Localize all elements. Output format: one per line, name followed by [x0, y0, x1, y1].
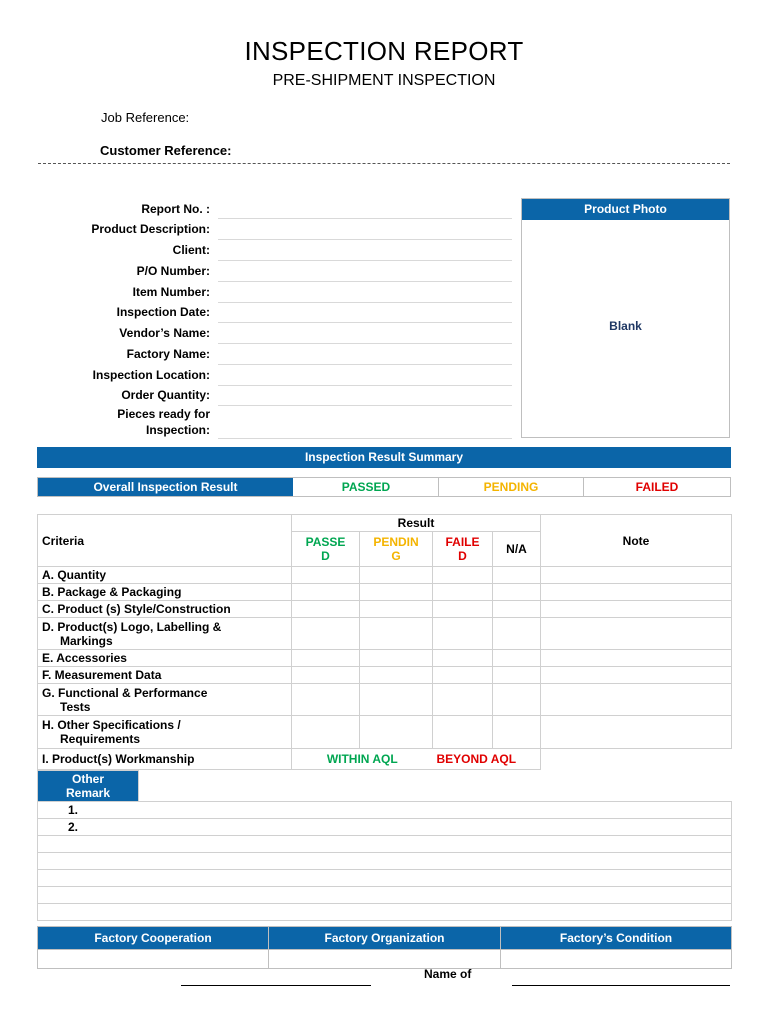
result-cell[interactable]: [360, 618, 433, 650]
result-cell[interactable]: [292, 601, 360, 618]
result-cell[interactable]: [493, 601, 541, 618]
factory-assessment-header-row: [38, 927, 732, 950]
factory-organization-header: Factory Organization: [269, 927, 501, 950]
item-number-label: Item Number:: [132, 285, 210, 299]
remark-line[interactable]: [38, 887, 732, 904]
product-description-label: Product Description:: [91, 222, 210, 236]
note-cell[interactable]: [541, 618, 732, 650]
factory-assessment-value-row: [38, 950, 732, 969]
report-no-label: Report No. :: [141, 202, 210, 216]
factory-organization-value[interactable]: [269, 950, 501, 969]
result-cell[interactable]: [433, 567, 493, 584]
criteria-other-specs: H. Other Specifications / Requirements: [38, 716, 292, 749]
result-cell[interactable]: [292, 584, 360, 601]
result-cell[interactable]: [360, 567, 433, 584]
list-item: [38, 819, 732, 836]
remark-2[interactable]: 2.: [38, 819, 732, 836]
table-row: [38, 650, 732, 667]
note-cell[interactable]: [541, 567, 732, 584]
empty-cell: [541, 749, 732, 770]
client-field[interactable]: [218, 260, 512, 261]
criteria-functional: G. Functional & Performance Tests: [38, 684, 292, 716]
inspection-summary-header: Inspection Result Summary: [37, 447, 731, 468]
result-cell[interactable]: [433, 716, 493, 749]
result-cell[interactable]: [433, 667, 493, 684]
vendor-name-field[interactable]: [218, 343, 512, 344]
signature-line-right[interactable]: [512, 985, 730, 986]
result-cell[interactable]: [292, 667, 360, 684]
pending-column-header: PENDIN G: [360, 532, 433, 567]
po-number-field[interactable]: [218, 281, 512, 282]
list-item: [38, 836, 732, 853]
criteria-measurement: F. Measurement Data: [38, 667, 292, 684]
result-cell[interactable]: [433, 584, 493, 601]
note-header: Note: [541, 515, 732, 567]
remarks-header-row: [38, 771, 732, 802]
result-cell[interactable]: [493, 716, 541, 749]
result-cell[interactable]: [292, 650, 360, 667]
result-cell[interactable]: [360, 684, 433, 716]
vendor-name-label: Vendor’s Name:: [119, 326, 210, 340]
result-header: Result: [292, 515, 541, 532]
po-number-label: P/O Number:: [136, 264, 210, 278]
result-cell[interactable]: [493, 684, 541, 716]
passed-checkbox[interactable]: PASSED: [294, 478, 439, 496]
passed-column-header: PASSE D: [292, 532, 360, 567]
result-cell[interactable]: [433, 601, 493, 618]
remark-line[interactable]: [38, 836, 732, 853]
criteria-package: B. Package & Packaging: [38, 584, 292, 601]
within-aql-checkbox[interactable]: WITHIN AQL: [292, 749, 433, 770]
factory-condition-header: Factory’s Condition: [501, 927, 732, 950]
result-cell[interactable]: [292, 618, 360, 650]
result-cell[interactable]: [360, 650, 433, 667]
inspection-date-label: Inspection Date:: [116, 305, 210, 319]
note-cell[interactable]: [541, 716, 732, 749]
result-cell[interactable]: [493, 618, 541, 650]
criteria-table: [37, 514, 732, 770]
report-no-field[interactable]: [218, 218, 512, 219]
remark-1[interactable]: 1.: [38, 802, 732, 819]
list-item: [38, 853, 732, 870]
beyond-aql-checkbox[interactable]: BEYOND AQL: [433, 749, 541, 770]
factory-assessment-table: [37, 926, 732, 969]
inspection-location-label: Inspection Location:: [92, 368, 210, 382]
client-label: Client:: [172, 243, 210, 257]
order-quantity-field[interactable]: [218, 405, 512, 406]
note-cell[interactable]: [541, 584, 732, 601]
failed-column-header: FAILE D: [433, 532, 493, 567]
factory-condition-value[interactable]: [501, 950, 732, 969]
remarks-table: [37, 770, 732, 921]
criteria-header-row: [38, 515, 732, 532]
result-cell[interactable]: [433, 650, 493, 667]
remark-line[interactable]: [38, 904, 732, 921]
result-cell[interactable]: [493, 584, 541, 601]
list-item: [38, 904, 732, 921]
result-cell[interactable]: [360, 667, 433, 684]
criteria-accessories: E. Accessories: [38, 650, 292, 667]
remark-header-blank: [139, 771, 732, 802]
pieces-ready-field[interactable]: [218, 438, 512, 439]
result-cell[interactable]: [493, 667, 541, 684]
note-cell[interactable]: [541, 684, 732, 716]
factory-name-field[interactable]: [218, 364, 512, 365]
criteria-style-construction: C. Product (s) Style/Construction: [38, 601, 292, 618]
report-title: INSPECTION REPORT: [244, 36, 524, 66]
result-cell[interactable]: [292, 567, 360, 584]
report-subtitle: PRE-SHIPMENT INSPECTION: [272, 72, 496, 89]
result-cell[interactable]: [292, 684, 360, 716]
result-cell[interactable]: [360, 584, 433, 601]
signature-line-left[interactable]: [181, 985, 371, 986]
pieces-ready-label-2: Inspection:: [145, 423, 210, 437]
criteria-workmanship: I. Product(s) Workmanship: [38, 749, 292, 770]
table-row: [38, 618, 732, 650]
result-cell[interactable]: [433, 684, 493, 716]
result-cell[interactable]: [433, 618, 493, 650]
result-cell[interactable]: [493, 650, 541, 667]
table-row: [38, 584, 732, 601]
inspection-location-field[interactable]: [218, 385, 512, 386]
customer-reference-label: Customer Reference:: [100, 143, 232, 158]
inspection-date-field[interactable]: [218, 322, 512, 323]
order-quantity-label: Order Quantity:: [121, 388, 210, 402]
pending-checkbox[interactable]: PENDING: [439, 478, 584, 496]
table-row: [38, 716, 732, 749]
result-cell[interactable]: [292, 716, 360, 749]
job-reference-label: Job Reference:: [101, 110, 190, 125]
criteria-quantity: A. Quantity: [38, 567, 292, 584]
dashed-divider: [38, 163, 730, 164]
failed-checkbox[interactable]: FAILED: [635, 480, 679, 494]
pieces-ready-label: Pieces ready for: [117, 407, 210, 421]
note-cell[interactable]: [541, 667, 732, 684]
criteria-logo-labelling: D. Product(s) Logo, Labelling & Markings: [38, 618, 292, 650]
factory-cooperation-header: Factory Cooperation: [38, 927, 269, 950]
result-cell[interactable]: [493, 567, 541, 584]
remark-line[interactable]: [38, 853, 732, 870]
table-row: [38, 667, 732, 684]
note-cell[interactable]: [541, 601, 732, 618]
overall-result-row: [37, 477, 731, 497]
item-number-field[interactable]: [218, 302, 512, 303]
product-photo-box: [521, 198, 730, 438]
remark-line[interactable]: [38, 870, 732, 887]
note-cell[interactable]: [541, 650, 732, 667]
list-item: [38, 887, 732, 904]
list-item: [38, 802, 732, 819]
result-cell[interactable]: [360, 601, 433, 618]
workmanship-row: [38, 749, 732, 770]
list-item: [38, 870, 732, 887]
product-photo-placeholder: Blank: [609, 319, 642, 333]
other-remark-header: Other Remark: [38, 771, 139, 802]
factory-cooperation-value[interactable]: [38, 950, 269, 969]
result-cell[interactable]: [360, 716, 433, 749]
table-row: [38, 601, 732, 618]
criteria-header: Criteria: [38, 515, 292, 567]
table-row: [38, 567, 732, 584]
table-row: [38, 684, 732, 716]
product-photo-header: Product Photo: [522, 199, 729, 220]
overall-result-label: Overall Inspection Result: [38, 478, 293, 496]
name-of-label: Name of: [424, 967, 472, 981]
product-description-field[interactable]: [218, 239, 512, 240]
na-column-header: N/A: [493, 532, 541, 567]
factory-name-label: Factory Name:: [126, 347, 210, 361]
